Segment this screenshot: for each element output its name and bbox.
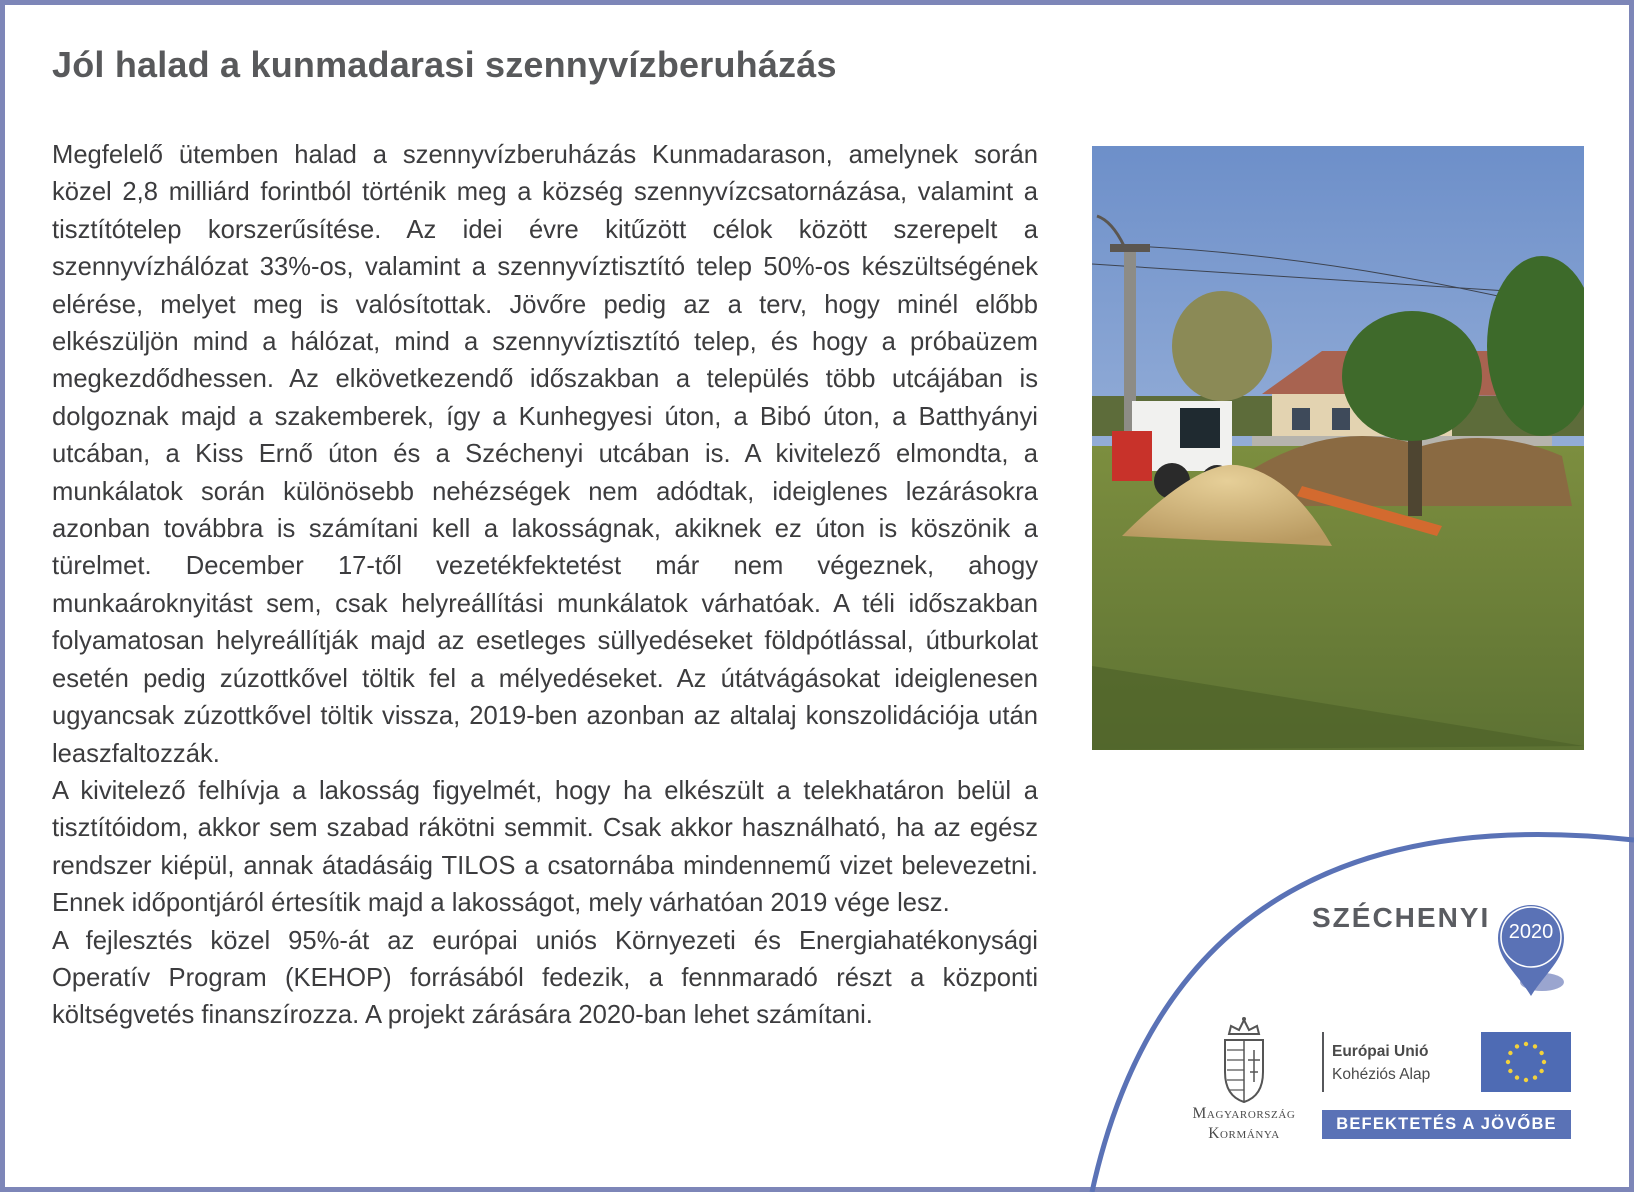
article-body	[52, 137, 1038, 1035]
article-paragraph-3: A fejlesztés közel 95%-át az európai uniós Környezeti és Energiahatékonysági Operatív Program (KEHOP) forrásából fedezik, a fennmaradó részt a központi költségvetés finanszírozza. A projekt zárására 2020-ban lehet számítani.	[52, 926, 1038, 1030]
eu-flag-icon	[1481, 1032, 1571, 1092]
eu-star-icon	[1533, 1044, 1537, 1048]
government-label-line2: Kormánya	[1208, 1125, 1280, 1142]
eu-star-icon	[1515, 1075, 1519, 1079]
eu-star-icon	[1533, 1075, 1537, 1079]
eu-star-icon	[1524, 1042, 1528, 1046]
szechenyi-logo-text: SZÉCHENYI	[1312, 902, 1491, 933]
eu-star-icon	[1506, 1060, 1510, 1064]
eu-star-icon	[1508, 1051, 1512, 1055]
government-label	[1172, 1104, 1316, 1144]
eu-star-icon	[1539, 1069, 1543, 1073]
article-paragraph-2: A kivitelező felhívja a lakosság figyelmét, hogy ha elkészült a telekhatáron belül a tisztítóidom, akkor sem szabad rákötni semmit. Csak akkor használható, ha az egész rendszer kiépül, annak átadásáig TILOS a csatornába mindennemű vizet belevezetni. Ennek időpontjáról értesítik majd a lakosságot, mely várhatóan 2019 vége lesz.	[52, 776, 1038, 918]
eu-star-icon	[1508, 1069, 1512, 1073]
coat-of-arms-icon	[1219, 1016, 1269, 1104]
government-label-line1: Magyarország	[1192, 1105, 1296, 1122]
eu-star-icon	[1515, 1044, 1519, 1048]
cohesion-fund-label: Kohéziós Alap	[1332, 1066, 1431, 1083]
szechenyi-year: 2020	[1508, 921, 1554, 943]
eu-label: Európai Unió	[1332, 1043, 1429, 1060]
article-paragraph-1: Megfelelő ütemben halad a szennyvízberuházás Kunmadarason, amelynek során közel 2,8 milliárd forintból történik meg a község szennyvízcsatornázása, valamint a tisztítótelep korszerűsítése. Az idei évre kitűzött célok között szerepelt a szennyvízhálózat 33%-os, valamint a szennyvíztisztító telep 50%-os készültségének elérése, melyet meg is valósítottak. Jövőre pedig az a terv, hogy minél előbb elkészüljön mind a hálózat, mind a szennyvíztisztító telep, és hogy a próbaüzem megkezdődhessen. Az elkövetkezendő időszakban a település több utcájában is dolgoznak majd a szakemberek, így a Kunhegyesi úton, a Bibó úton, a Batthyányi utcában, a Kiss Ernő úton és a Széchenyi utcában is. A kivitelező elmondta, a munkálatok során különösebb nehézségek nem adódtak, ideiglenes lezárásokra azonban továbbra is számítani kell a lakosságnak, akiknek ez úton is köszönik a türelmet. December 17-től vezetékfektetést már nem végeznek, ahogy munkaároknyitást sem, csak helyreállítási munkálatok várhatóak. A téli időszakban folyamatosan helyreállítják majd az esetleges süllyedéseket földpótlással, útburkolat esetén pedig zúzottkővel töltik fel a mélyedéseket. Az útátvágásokat ideiglenesen ugyancsak zúzottkővel töltik vissza, 2019-ben azonban az altalaj konszolidációja után leaszfaltozzák.	[52, 141, 1038, 768]
construction-site-photo	[1092, 146, 1584, 750]
eu-star-icon	[1524, 1078, 1528, 1082]
slogan-banner: BEFEKTETÉS A JÖVŐBE	[1322, 1110, 1571, 1139]
eu-star-icon	[1542, 1060, 1546, 1064]
divider	[1322, 1032, 1324, 1092]
location-pin-icon	[1494, 902, 1568, 1002]
eu-star-icon	[1539, 1051, 1543, 1055]
article-title: Jól halad a kunmadarasi szennyvízberuházás	[52, 44, 837, 85]
